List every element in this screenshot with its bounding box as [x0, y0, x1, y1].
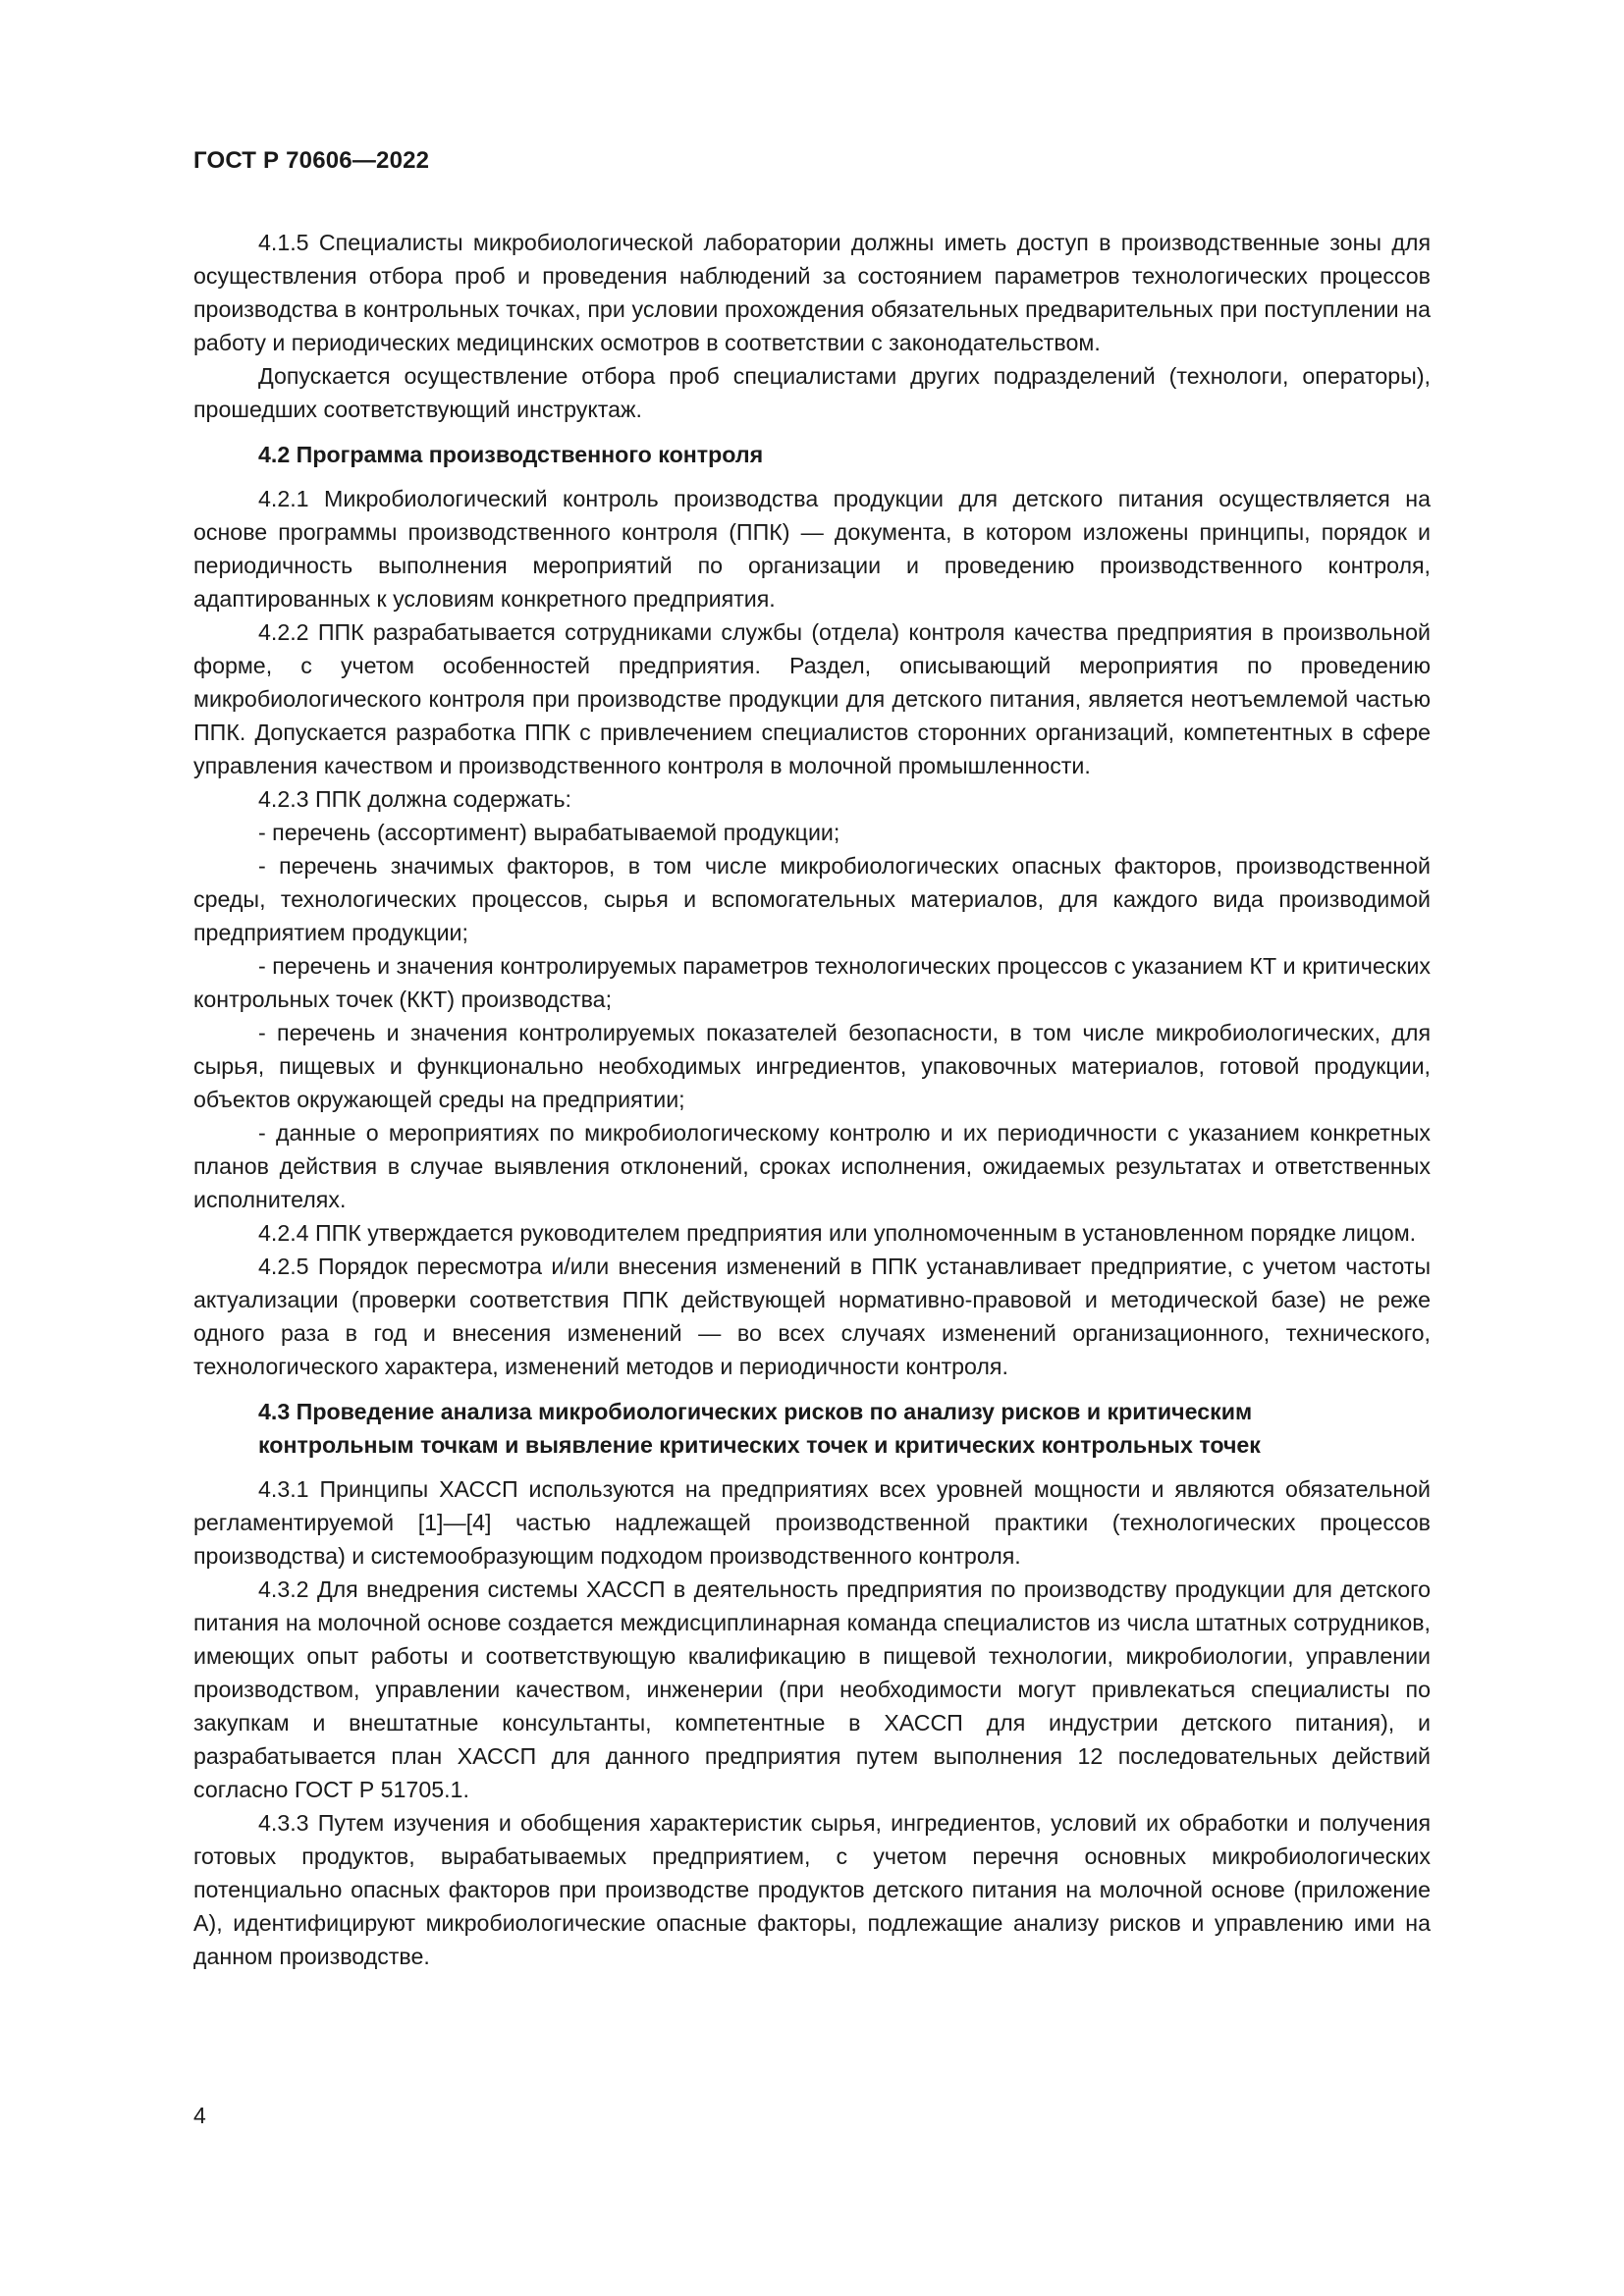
- list-item: - перечень и значения контролируемых параметров технологических процессов с указанием КТ и критических контрольных точек (ККТ) производства;: [193, 953, 1431, 1012]
- paragraph-4-2-5: 4.2.5 Порядок пересмотра и/или внесения изменений в ППК устанавливает предприятие, с учетом частоты актуализации (проверки соответствия ППК действующей нормативно-правовой и методической базе) не реже одного раза в год и внесения изменений — во всех случаях изменений организационного, технического, технологического характера, изменений методов и периодичности контроля.: [193, 1254, 1431, 1379]
- list-item: - перечень (ассортимент) вырабатываемой продукции;: [258, 820, 840, 845]
- paragraph-4-3-2: 4.3.2 Для внедрения системы ХАССП в деятельность предприятия по производству продукции для детского питания на молочной основе создается междисциплинарная команда специалистов из числа штатных сотрудников, имеющих опыт работы и соответствующую квалификацию в пищевой технологии, микробиологии, управлении производством, управлении качеством, инженерии (при необходимости могут привлекаться специалисты по закупкам и внештатные консультанты, компетентные в ХАССП для индустрии детского питания), и разрабатывается план ХАССП для данного предприятия путем выполнения 12 последовательных действий согласно ГОСТ Р 51705.1.: [193, 1576, 1431, 1802]
- list-item: - перечень и значения контролируемых показателей безопасности, в том числе микробиологических, для сырья, пищевых и функционально необходимых ингредиентов, упаковочных материалов, готовой продукции, объектов окружающей среды на предприятии;: [193, 1020, 1431, 1112]
- list-item: - данные о мероприятиях по микробиологическому контролю и их периодичности с указанием конкретных планов действия в случае выявления отклонений, сроках исполнения, ожидаемых результатах и ответственных исполнителях.: [193, 1120, 1431, 1212]
- list-item: - перечень значимых факторов, в том числе микробиологических опасных факторов, производственной среды, технологических процессов, сырья и вспомогательных материалов, для каждого вида производимой предприятием продукции;: [193, 853, 1431, 945]
- section-heading-4-3-line1: 4.3 Проведение анализа микробиологических рисков по анализу рисков и критическим: [258, 1399, 1253, 1424]
- paragraph-4-2-3: 4.2.3 ППК должна содержать:: [258, 786, 571, 812]
- page-number: 4: [193, 2103, 206, 2128]
- section-heading-4-3-line2: контрольным точкам и выявление критических точек и критических контрольных точек: [258, 1432, 1261, 1458]
- document-header: ГОСТ Р 70606—2022: [193, 147, 430, 174]
- document-body: [193, 226, 1431, 1973]
- paragraph-4-3-3: 4.3.3 Путем изучения и обобщения характеристик сырья, ингредиентов, условий их обработки и получения готовых продуктов, вырабатываемых предприятием, с учетом перечня основных микробиологических потенциально опасных факторов при производстве продуктов детского питания на молочной основе (приложение А), идентифицируют микробиологические опасные факторы, подлежащие анализу рисков и управлению ими на данном производстве.: [193, 1810, 1431, 1969]
- paragraph-4-3-1: 4.3.1 Принципы ХАССП используются на предприятиях всех уровней мощности и являются обязательной регламентируемой [1]—[4] частью надлежащей производственной практики (технологических процессов производства) и системообразующим подходом производственного контроля.: [193, 1476, 1431, 1569]
- paragraph-4-1-5: 4.1.5 Специалисты микробиологической лаборатории должны иметь доступ в производственные зоны для осуществления отбора проб и проведения наблюдений за состоянием параметров технологических процессов производства в контрольных точках, при условии прохождения обязательных предварительных при поступлении на работу и периодических медицинских осмотров в соответствии с законодательством.: [193, 230, 1431, 355]
- paragraph-4-2-2: 4.2.2 ППК разрабатывается сотрудниками службы (отдела) контроля качества предприятия в произвольной форме, с учетом особенностей предприятия. Раздел, описывающий мероприятия по проведению микробиологического контроля при производстве продукции для детского питания, является неотъемлемой частью ППК. Допускается разработка ППК с привлечением специалистов сторонних организаций, компетентных в сфере управления качеством и производственного контроля в молочной промышленности.: [193, 619, 1431, 778]
- paragraph-4-2-4: 4.2.4 ППК утверждается руководителем предприятия или уполномоченным в установленном порядке лицом.: [258, 1220, 1417, 1246]
- paragraph-4-1-5-continued: Допускается осуществление отбора проб специалистами других подразделений (технологи, операторы), прошедших соответствующий инструктаж.: [193, 363, 1431, 422]
- section-heading-4-3: [193, 1395, 1431, 1462]
- paragraph-4-2-1: 4.2.1 Микробиологический контроль производства продукции для детского питания осуществляется на основе программы производственного контроля (ППК) — документа, в котором изложены принципы, порядок и периодичность выполнения мероприятий по организации и проведению производственного контроля, адаптированных к условиям конкретного предприятия.: [193, 486, 1431, 612]
- section-heading-4-2: 4.2 Программа производственного контроля: [258, 442, 764, 467]
